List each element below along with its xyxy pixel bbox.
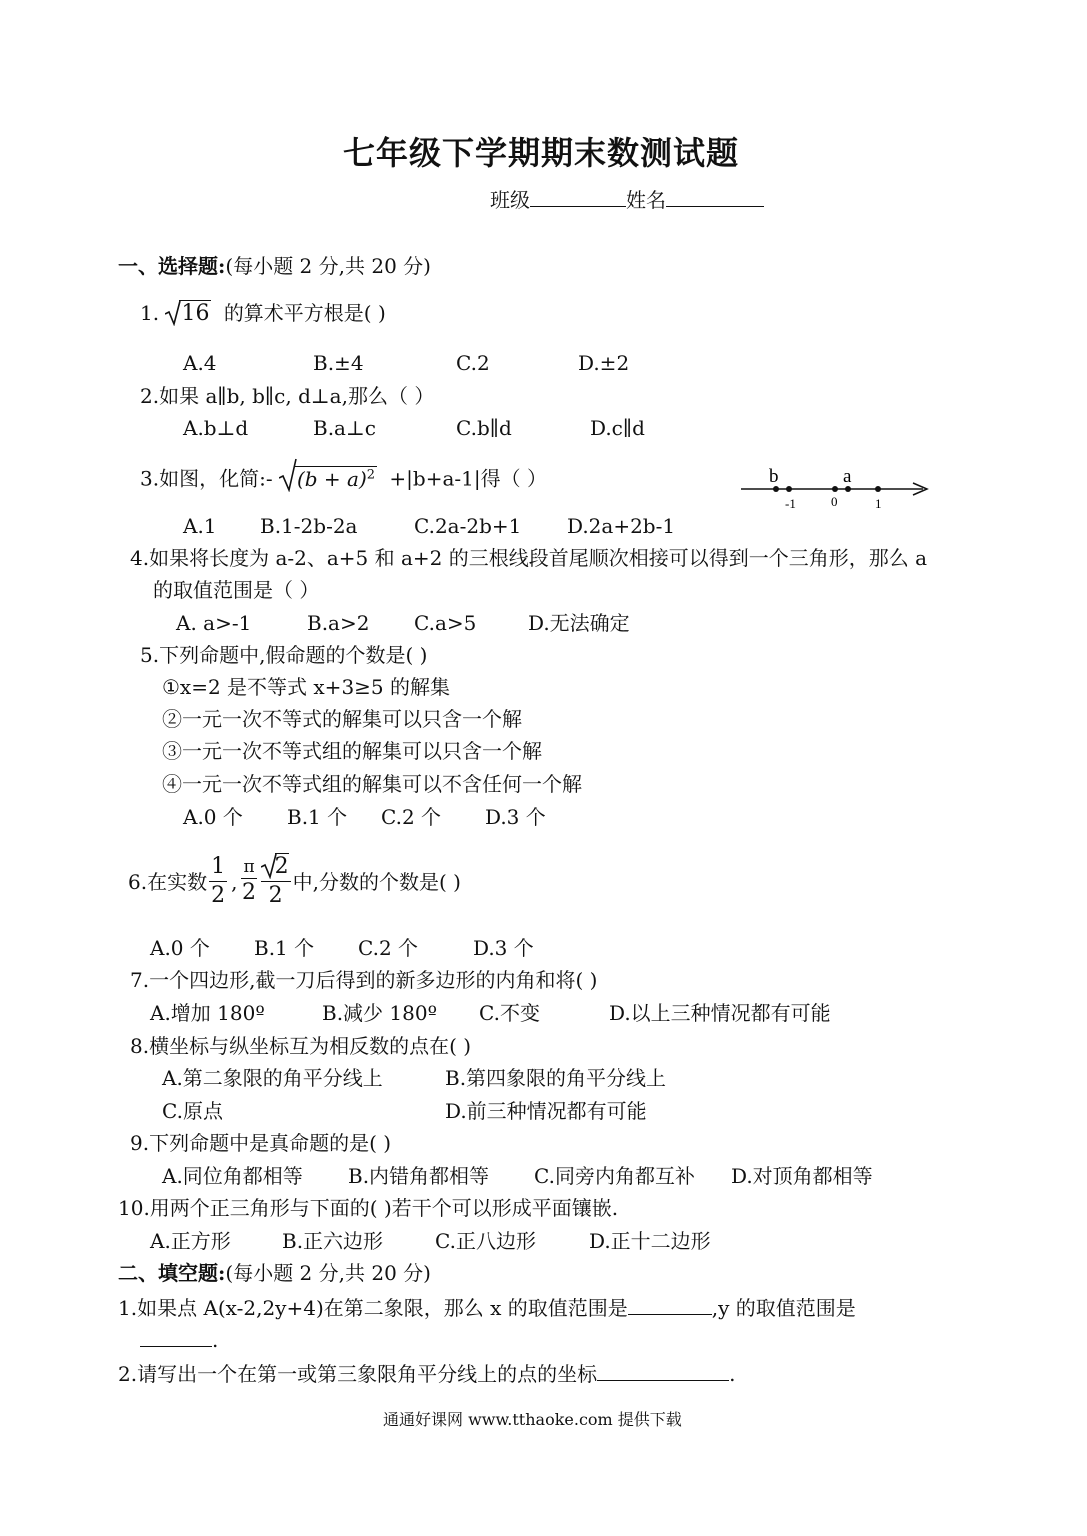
- question-9: 9.下列命题中是真命题的是( ): [130, 1131, 392, 1155]
- q9-option-c[interactable]: C.同旁内角都互补: [534, 1164, 695, 1188]
- f1-text-a: 1.如果点 A(x-2,2y+4)在第二象限，那么 x 的取值范围是: [118, 1296, 628, 1320]
- q5-option-d[interactable]: D.3 个: [485, 805, 546, 829]
- q8-option-c[interactable]: C.原点: [162, 1099, 223, 1123]
- q2-option-b[interactable]: B.a⊥c: [313, 416, 376, 440]
- fraction-pi-half: [241, 858, 256, 906]
- f2-text: 2.请写出一个在第一或第三象限角平分线上的点的坐标: [118, 1362, 598, 1386]
- question-5: 5.下列命题中,假命题的个数是( ): [140, 643, 428, 667]
- fraction-1-denominator: 2: [211, 883, 226, 909]
- f2-blank[interactable]: [597, 1362, 729, 1381]
- label-b: b: [769, 466, 779, 487]
- q1-option-b[interactable]: B.±4: [313, 351, 364, 375]
- q9-option-a[interactable]: A.同位角都相等: [162, 1164, 303, 1188]
- student-info: [490, 188, 764, 210]
- tick-minus-one: [786, 486, 792, 492]
- tick-label-one: 1: [875, 496, 882, 511]
- q5-statement-4: ④一元一次不等式组的解集可以不含任何一个解: [162, 772, 582, 796]
- section2-header: [118, 1263, 431, 1283]
- footer-credit: 通通好课网 www.tthaoke.com 提供下载: [383, 1410, 682, 1429]
- q8-option-a[interactable]: A.第二象限的角平分线上: [162, 1066, 383, 1090]
- f1-y-blank[interactable]: [140, 1328, 212, 1347]
- fraction-one-half: [209, 855, 227, 908]
- q7-option-c[interactable]: C.不变: [479, 1001, 540, 1025]
- q1-radicand: 16: [181, 301, 210, 326]
- q6-suffix: 中,分数的个数是( ): [292, 869, 461, 894]
- q2-option-a[interactable]: A.b⊥d: [183, 416, 249, 440]
- q3-option-b[interactable]: B.1-2b-2a: [260, 514, 358, 538]
- f1-end: .: [212, 1328, 219, 1352]
- question-4-line1: 4.如果将长度为 a-2、a+5 和 a+2 的三根线段首尾顺次相接可以得到一个三角形，那么 a: [130, 546, 928, 570]
- question-1: [140, 303, 386, 325]
- q1-option-d[interactable]: D.±2: [578, 351, 630, 375]
- fraction-3-denominator: 2: [268, 883, 283, 909]
- q8-option-d[interactable]: D.前三种情况都有可能: [445, 1099, 647, 1123]
- q1-text: 的算术平方根是( ): [223, 301, 386, 325]
- question-6: [128, 855, 461, 908]
- section1-note: (每小题 2 分,共 20 分): [225, 254, 431, 278]
- fraction-1-numerator: 1: [209, 855, 227, 882]
- q2-option-c[interactable]: C.b∥d: [456, 416, 512, 440]
- q10-option-c[interactable]: C.正八边形: [435, 1229, 536, 1253]
- q1-option-c[interactable]: C.2: [456, 351, 490, 375]
- class-blank[interactable]: [530, 188, 626, 207]
- q6-prefix: 6.在实数: [128, 869, 208, 894]
- q10-option-a[interactable]: A.正方形: [150, 1229, 231, 1253]
- q5-option-b[interactable]: B.1 个: [287, 805, 348, 829]
- fill-question-1: [118, 1296, 856, 1318]
- q4-option-c[interactable]: C.a>5: [414, 611, 477, 635]
- q3-option-c[interactable]: C.2a-2b+1: [414, 514, 522, 538]
- question-4-line2: 的取值范围是（ ）: [153, 578, 320, 602]
- q3-prefix: 3.如图，化简:-: [140, 466, 273, 491]
- fill-question-2: [118, 1362, 735, 1384]
- q3-suffix: +|b+a-1|得（ ）: [389, 466, 547, 491]
- q3-exponent: 2: [366, 467, 376, 482]
- section1-header: [118, 256, 431, 276]
- question-7: 7.一个四边形,截一刀后得到的新多边形的内角和将( ): [130, 968, 598, 992]
- radical-sign-icon: [279, 458, 297, 492]
- q9-option-b[interactable]: B.内错角都相等: [348, 1164, 490, 1188]
- q7-option-a[interactable]: A.增加 180º: [150, 1001, 265, 1025]
- tick-zero: [832, 486, 838, 492]
- q4-option-a[interactable]: A. a>-1: [176, 611, 252, 635]
- q1-number: 1.: [140, 301, 160, 325]
- section1-heading: 一、选择题:: [118, 254, 226, 278]
- name-blank[interactable]: [666, 188, 764, 207]
- q2-option-d[interactable]: D.c∥d: [590, 416, 645, 440]
- q6-option-a[interactable]: A.0 个: [150, 936, 210, 960]
- section2-heading: 二、填空题:: [118, 1261, 226, 1285]
- tick-label-minus-one: -1: [785, 496, 796, 511]
- q10-option-b[interactable]: B.正六边形: [282, 1229, 384, 1253]
- q6-radicand: 2: [274, 854, 289, 879]
- fraction-3-numerator: [261, 855, 291, 882]
- f1-text-b: ,y 的取值范围是: [711, 1296, 856, 1320]
- q3-inner: [295, 466, 377, 491]
- tick-one: [875, 486, 881, 492]
- q10-option-d[interactable]: D.正十二边形: [589, 1229, 711, 1253]
- class-label: 班级: [490, 188, 530, 212]
- section2-note: (每小题 2 分,共 20 分): [225, 1261, 431, 1285]
- q7-option-d[interactable]: D.以上三种情况都有可能: [609, 1001, 831, 1025]
- name-label: 姓名: [626, 188, 666, 212]
- q5-option-a[interactable]: A.0 个: [183, 805, 243, 829]
- q5-statement-1: ①x=2 是不等式 x+3≥5 的解集: [162, 675, 451, 699]
- q3-option-a[interactable]: A.1: [183, 514, 217, 538]
- q5-statement-2: ②一元一次不等式的解集可以只含一个解: [162, 707, 522, 731]
- radical-sign-icon: [261, 853, 277, 879]
- radical-sign-icon: [165, 300, 181, 326]
- question-3: [140, 468, 547, 489]
- q6-comma: ,: [231, 869, 238, 894]
- q6-option-b[interactable]: B.1 个: [254, 936, 315, 960]
- label-a: a: [843, 466, 852, 487]
- fraction-sqrt2-half: [261, 855, 291, 908]
- question-10: 10.用两个正三角形与下面的( )若干个可以形成平面镶嵌.: [118, 1196, 619, 1220]
- q8-option-b[interactable]: B.第四象限的角平分线上: [445, 1066, 667, 1090]
- q3-inner-expr: (b + a): [296, 466, 367, 491]
- f1-x-blank[interactable]: [628, 1296, 712, 1315]
- q6-option-c[interactable]: C.2 个: [358, 936, 419, 960]
- q6-option-d[interactable]: D.3 个: [473, 936, 534, 960]
- q3-option-d[interactable]: D.2a+2b-1: [567, 514, 676, 538]
- q1-option-a[interactable]: A.4: [183, 351, 217, 375]
- fraction-2-denominator: 2: [242, 880, 257, 906]
- q5-option-c[interactable]: C.2 个: [381, 805, 442, 829]
- question-8: 8.横坐标与纵坐标互为相反数的点在( ): [130, 1034, 472, 1058]
- q3-number-line: [735, 462, 935, 514]
- q3-sqrt: [279, 468, 377, 489]
- q4-option-d[interactable]: D.无法确定: [528, 611, 630, 635]
- fill-question-1-cont: [140, 1328, 218, 1350]
- fraction-2-numerator: π: [241, 858, 256, 880]
- q4-option-b[interactable]: B.a>2: [307, 611, 370, 635]
- tick-label-zero: 0: [831, 494, 838, 509]
- question-2: 2.如果 a∥b, b∥c, d⊥a,那么（ ）: [140, 384, 435, 408]
- q1-sqrt: [165, 303, 211, 325]
- q7-option-b[interactable]: B.减少 180º: [322, 1001, 437, 1025]
- f2-end: .: [729, 1362, 736, 1386]
- q5-statement-3: ③一元一次不等式组的解集可以只含一个解: [162, 739, 542, 763]
- q9-option-d[interactable]: D.对顶角都相等: [731, 1164, 873, 1188]
- page-title: 七年级下学期期末数测试题: [343, 134, 740, 172]
